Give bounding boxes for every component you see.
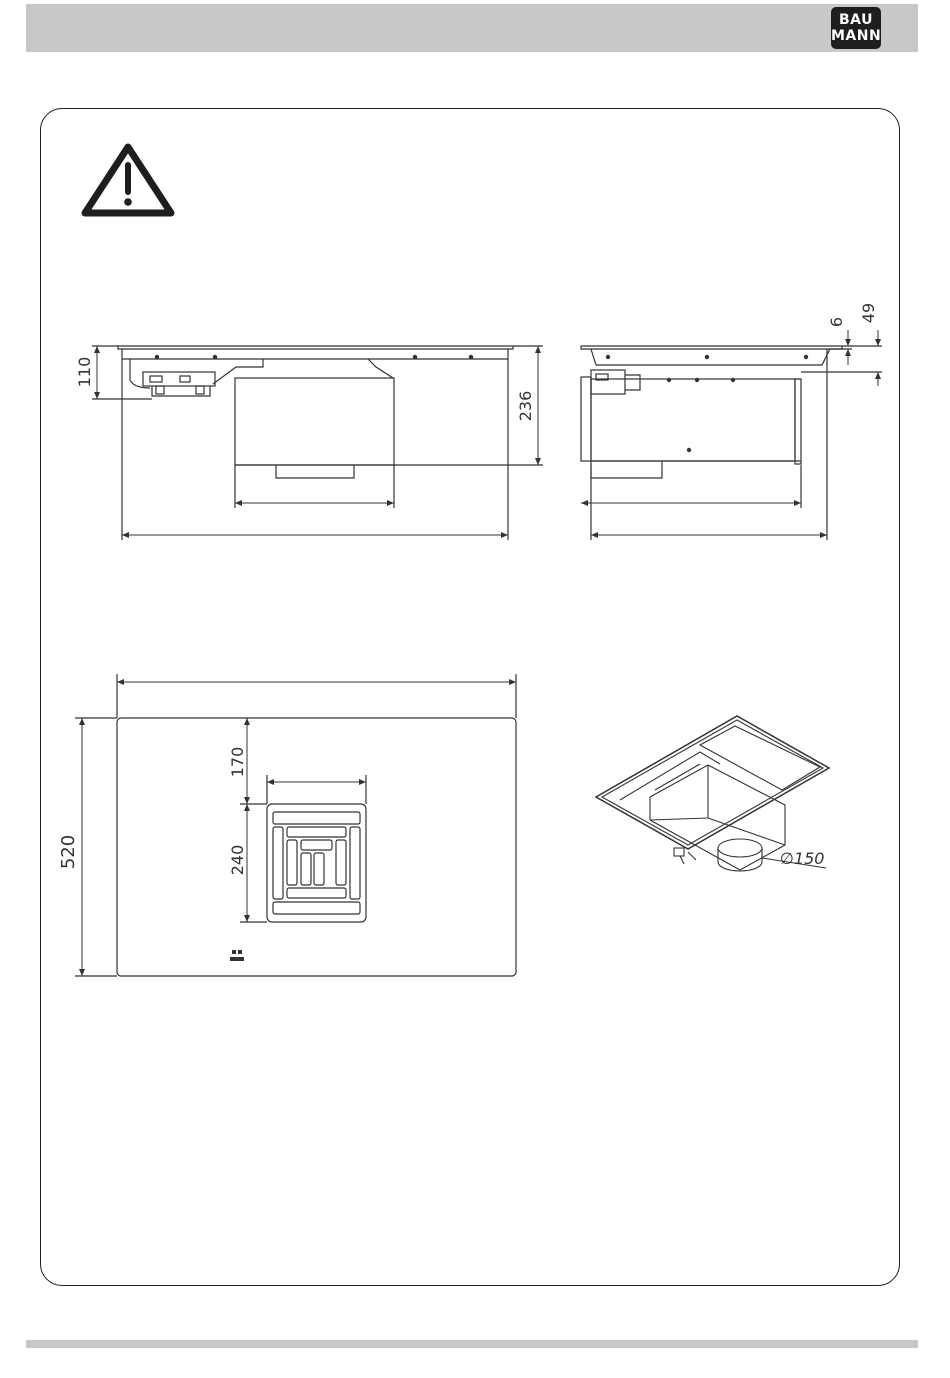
dim-outlet-diameter: ∅150 xyxy=(780,849,825,868)
front-view xyxy=(92,346,543,540)
dim-plan-offset: 170 xyxy=(228,746,247,778)
dim-plan-depth: 520 xyxy=(58,834,79,870)
plan-view-dimensions xyxy=(82,682,516,976)
side-view-dimensions xyxy=(581,330,878,535)
warning-triangle-icon xyxy=(85,147,171,213)
brand-logo-line2: MANN xyxy=(831,28,882,44)
front-view-dimensions xyxy=(97,346,538,535)
dim-front-height-left: 110 xyxy=(75,356,94,388)
dim-front-height-right: 236 xyxy=(516,390,535,422)
dim-plan-inlet-size: 240 xyxy=(228,844,247,876)
plan-view xyxy=(75,674,516,976)
brand-logo-line1: BAU xyxy=(839,12,873,28)
dim-side-top-large: 49 xyxy=(859,302,878,324)
plan-small-symbol xyxy=(230,950,244,961)
isometric-view xyxy=(596,716,829,871)
side-view xyxy=(581,346,882,540)
dim-side-top-small: 6 xyxy=(827,316,846,328)
